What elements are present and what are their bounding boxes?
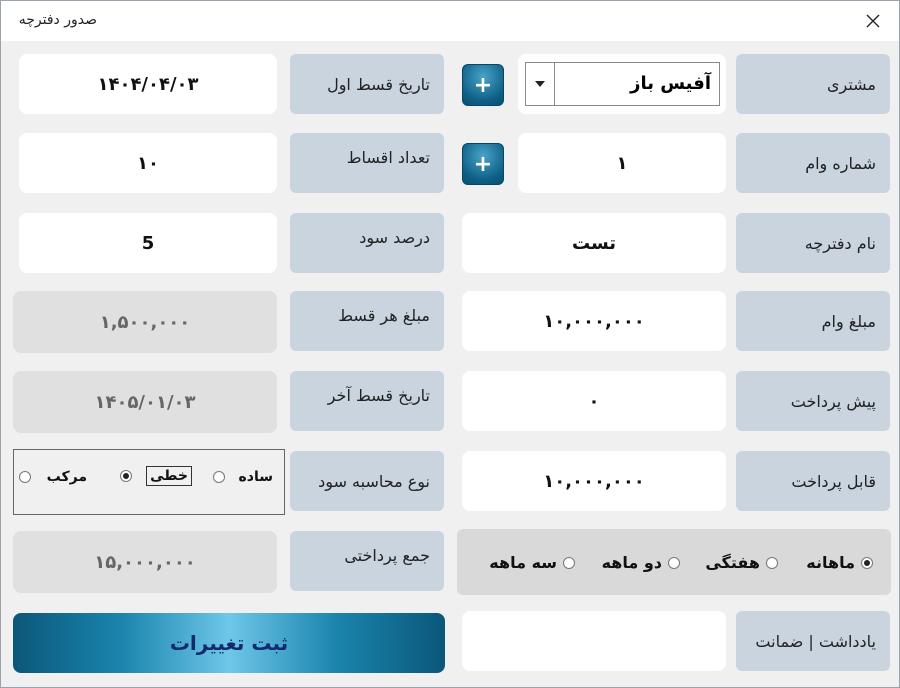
loan-number-field[interactable]: ۱ (518, 133, 726, 193)
chevron-down-icon[interactable] (526, 63, 555, 105)
payable-field[interactable]: ۱۰,۰۰۰,۰۰۰ (462, 451, 726, 511)
calc-type-label: نوع محاسبه سود (290, 451, 444, 511)
close-icon (866, 14, 880, 28)
radio-icon (668, 557, 680, 569)
period-weekly-radio[interactable]: هفتگی (705, 553, 778, 572)
loan-amount-label: مبلغ وام (736, 291, 890, 351)
customer-value: آفیس باز (630, 73, 711, 94)
notes-label: یادداشت | ضمانت (736, 611, 890, 671)
first-installment-date-label: تاریخ قسط اول (290, 54, 444, 114)
installment-amount-field: ۱,۵۰۰,۰۰۰ (13, 291, 277, 353)
customer-select[interactable] (525, 62, 720, 106)
close-button[interactable] (855, 7, 891, 35)
total-payment-label: جمع پرداختی (290, 531, 444, 591)
period-bimonthly-radio[interactable]: دو ماهه (602, 553, 680, 572)
add-loan-button[interactable] (462, 143, 504, 185)
radio-icon (766, 557, 778, 569)
add-customer-button[interactable] (462, 64, 504, 106)
booklet-name-label: نام دفترچه (736, 213, 890, 273)
payable-label: قابل پرداخت (736, 451, 890, 511)
title-bar (1, 1, 899, 41)
first-installment-date-field[interactable]: ۱۴۰۴/۰۴/۰۳ (19, 54, 277, 114)
calc-simple-radio[interactable]: ساده (213, 469, 273, 485)
loan-number-label: شماره وام (736, 133, 890, 193)
plus-icon: + (473, 72, 493, 98)
plus-icon: + (473, 151, 493, 177)
radio-icon (19, 471, 31, 483)
period-quarterly-radio[interactable]: سه ماهه (489, 553, 575, 572)
customer-label: مشتری (736, 54, 890, 114)
save-changes-button[interactable]: ثبت تغییرات (13, 613, 445, 673)
installment-count-label: تعداد اقساط (290, 133, 444, 193)
last-installment-date-field: ۱۴۰۵/۰۱/۰۳ (13, 371, 277, 433)
booklet-name-field[interactable]: تست (462, 213, 726, 273)
prepayment-label: پیش پرداخت (736, 371, 890, 431)
window-title: صدور دفترچه (18, 12, 97, 28)
radio-icon (861, 557, 873, 569)
loan-amount-field[interactable]: ۱۰,۰۰۰,۰۰۰ (462, 291, 726, 351)
total-payment-field: ۱۵,۰۰۰,۰۰۰ (13, 531, 277, 593)
profit-percent-field[interactable]: 5 (19, 213, 277, 273)
radio-icon (213, 471, 225, 483)
prepayment-field[interactable]: ۰ (462, 371, 726, 431)
period-monthly-radio[interactable]: ماهانه (806, 553, 873, 572)
installment-amount-label: مبلغ هر قسط (290, 291, 444, 351)
profit-percent-label: درصد سود (290, 213, 444, 273)
calc-linear-radio[interactable]: خطی (120, 466, 192, 486)
radio-icon (120, 470, 132, 482)
radio-icon (563, 557, 575, 569)
last-installment-date-label: تاریخ قسط آخر (290, 371, 444, 431)
notes-field[interactable] (462, 611, 726, 671)
installment-count-field[interactable]: ۱۰ (19, 133, 277, 193)
calc-compound-radio[interactable]: مرکب (19, 469, 87, 485)
